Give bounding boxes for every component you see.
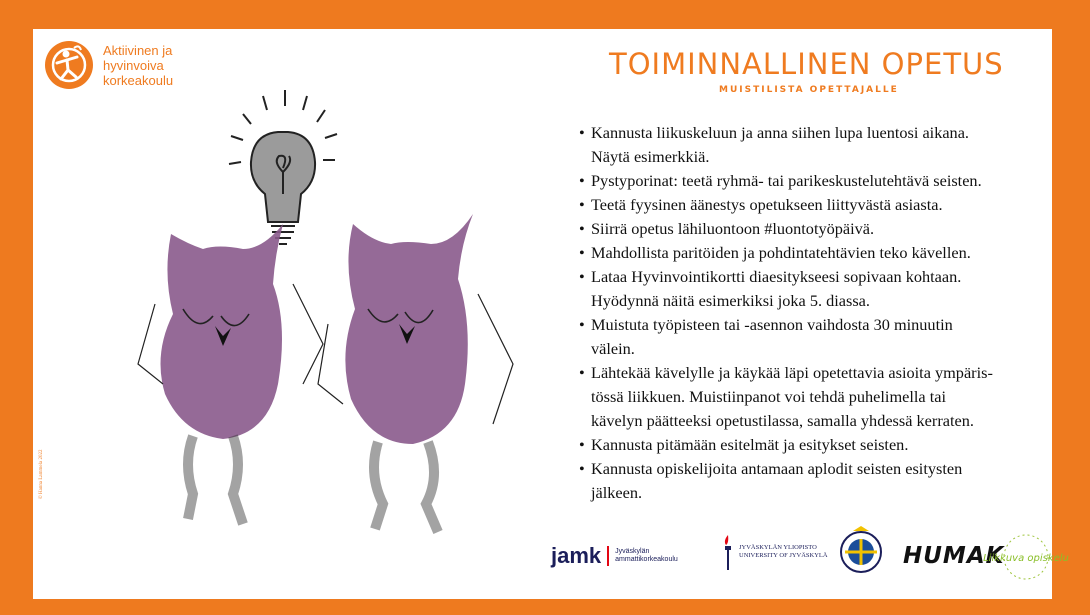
- brand-line-1: Aktiivinen ja: [103, 42, 173, 58]
- list-item: • Muistuta työpisteen tai -asennon vaihdosta 30 minuutin välein.: [579, 313, 1049, 361]
- lightbulb-icon: [229, 90, 337, 244]
- list-item: • Kannusta liikuskeluun ja anna siihen lupa luentosi aikana. Näytä esimerkkiä.: [579, 121, 1049, 169]
- torch-icon: [721, 533, 735, 571]
- brand-line-2: hyvinvoiva: [103, 57, 164, 73]
- liikkuva-opiskelu-logo-icon: [983, 531, 1069, 583]
- active-university-logo-icon: [43, 39, 95, 91]
- jamk-logo: [551, 543, 678, 569]
- list-item: • Lähtekää kävelylle ja käykää läpi opetettavia asioita ympäris- tössä liikkuen. Muistiinpanot voi tehdä puhelimella tai kävelyn päätteeksi opetustilassa, samalla yhdessä kerraten.: [579, 361, 1049, 433]
- humak-logo: HUMAK: [903, 543, 1005, 569]
- slide-card: [33, 29, 1069, 599]
- jyu-name: JYVÄSKYLÄN YLIOPISTO UNIVERSITY OF JYVÄSKYLÄ: [739, 544, 828, 559]
- owls-illustration: [93, 84, 533, 544]
- checklist: [579, 121, 1049, 505]
- page-subtitle: MUISTILISTA OPETTAJALLE: [719, 85, 899, 95]
- list-item: • Kannusta opiskelijoita antamaan aplodit seisten esitysten jälkeen.: [579, 457, 1049, 505]
- page-title: TOIMINNALLINEN OPETUS: [609, 47, 1004, 81]
- jamk-divider: [607, 546, 609, 566]
- partner-logos: [551, 521, 1069, 591]
- military-seal-icon: [839, 525, 883, 575]
- jamk-wordmark: jamk: [551, 543, 602, 568]
- owl-right: [318, 214, 513, 532]
- list-item: • Pystyporinat: teetä ryhmä- tai parikeskustelutehtävä seisten.: [579, 169, 1049, 193]
- list-item: • Teetä fyysinen äänestys opetukseen liittyvästä asiasta.: [579, 193, 1049, 217]
- list-item: • Kannusta pitämään esitelmät ja esitykset seisten.: [579, 433, 1049, 457]
- jamk-subtitle: Jyväskylän ammattikorkeakoulu: [615, 548, 678, 563]
- brand-line-3: korkeakoulu: [103, 72, 174, 88]
- jyu-logo: [721, 533, 828, 571]
- owl-left: [138, 224, 323, 524]
- brand-text: [103, 43, 173, 88]
- copyright-note: © Hanna Lammela 2022: [39, 449, 44, 499]
- list-item: • Mahdollista paritöiden ja pohdintatehtävien teko kävellen.: [579, 241, 1049, 265]
- svg-text:Liikkuva opiskelu: Liikkuva opiskelu: [983, 553, 1069, 564]
- list-item: • Lataa Hyvinvointikortti diaesitykseesi sopivaan kohtaan. Hyödynnä näitä esimerkiksi joka 5. diassa.: [579, 265, 1049, 313]
- list-item: • Siirrä opetus lähiluontoon #luontotyöpäivä.: [579, 217, 1049, 241]
